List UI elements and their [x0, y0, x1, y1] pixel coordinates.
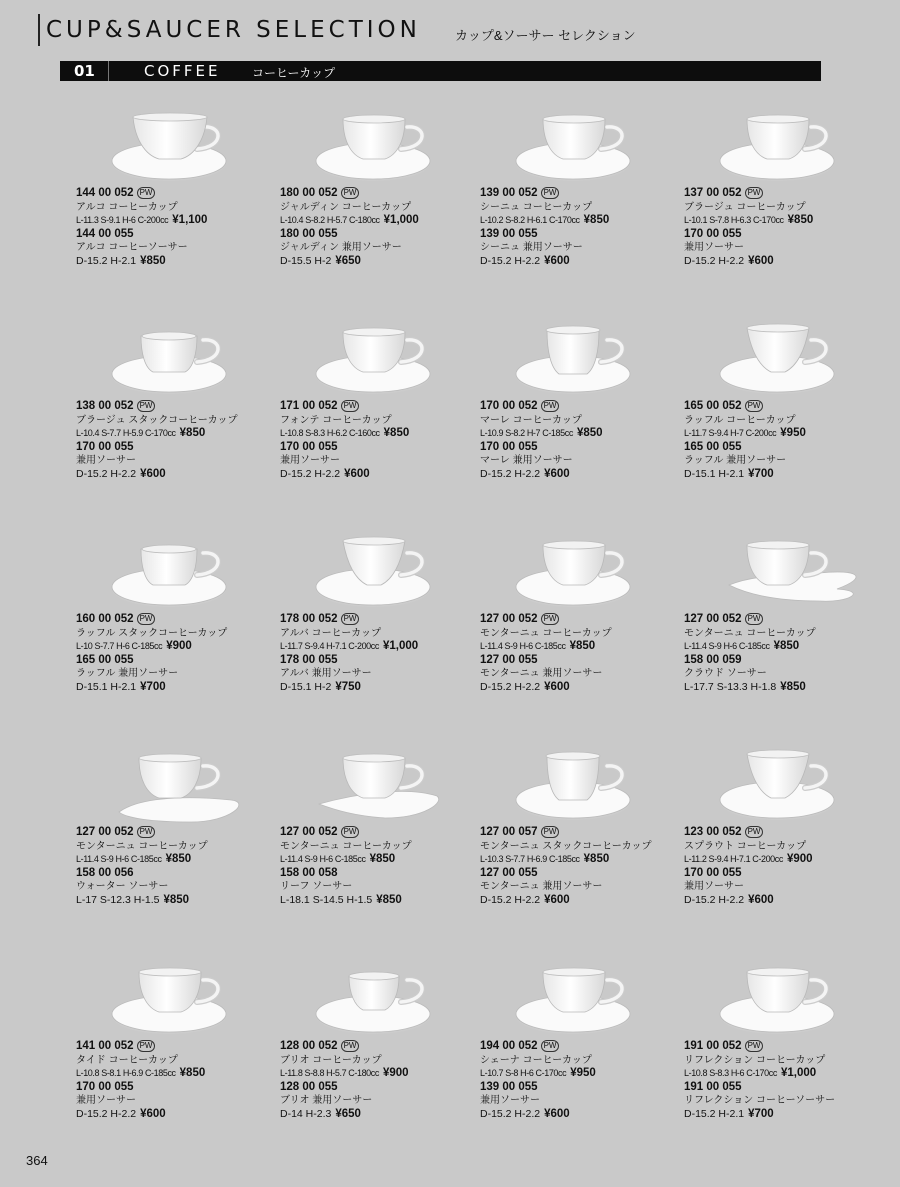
saucer-name: アルコ コーヒーソーサー — [76, 242, 188, 253]
pw-badge: PW — [745, 187, 764, 199]
product-info — [480, 826, 680, 907]
cup-spec: L-10 S-7.7 H-6 C-185cc — [76, 641, 163, 651]
cup-and-saucer-image — [76, 533, 276, 613]
saucer-name: ジャルディン 兼用ソーサー — [280, 242, 402, 253]
saucer-spec: D-15.2 H-2.2 — [684, 893, 745, 906]
cup-code: 171 00 052 — [280, 400, 338, 412]
product-info — [480, 1040, 680, 1121]
saucer-name: 兼用ソーサー — [684, 242, 744, 253]
saucer-code: 170 00 055 — [480, 440, 538, 453]
product-card — [76, 746, 276, 946]
saucer-name: ラッフル 兼用ソーサー — [76, 668, 179, 679]
saucer-code: 158 00 059 — [684, 653, 742, 666]
product-card — [684, 960, 884, 1160]
saucer-name: 兼用ソーサー — [76, 455, 136, 466]
saucer-price: ¥600 — [748, 893, 774, 906]
cup-name: ラッフル スタックコーヒーカップ — [76, 627, 228, 639]
saucer-price: ¥850 — [376, 893, 402, 906]
cup-name: ジャルディン コーヒーカップ — [280, 201, 412, 213]
saucer-name: ブリオ 兼用ソーサー — [280, 1095, 373, 1106]
saucer-name: リーフ ソーサー — [280, 881, 353, 892]
saucer-spec: D-15.2 H-2.2 — [76, 467, 137, 480]
cup-and-saucer-image — [684, 533, 884, 613]
cup-name: モンターニュ コーヒーカップ — [76, 840, 208, 852]
saucer-code: 191 00 055 — [684, 1080, 742, 1093]
cup-price: ¥900 — [787, 853, 813, 865]
saucer-name: 兼用ソーサー — [684, 881, 744, 892]
cup-code: 137 00 052 — [684, 187, 742, 199]
cup-spec: L-10.8 S-8.1 H-6.9 C-185cc — [76, 1068, 176, 1078]
cup-and-saucer-image — [76, 746, 276, 826]
cup-name: モンターニュ コーヒーカップ — [684, 627, 816, 639]
cup-price: ¥850 — [583, 853, 610, 865]
cup-spec: L-10.7 S-8 H-6 C-170cc — [480, 1068, 567, 1078]
cup-code: 127 00 052 — [76, 826, 134, 838]
cup-and-saucer-image — [280, 960, 480, 1040]
section-divider — [108, 61, 109, 81]
product-card — [280, 107, 480, 307]
saucer-name: ラッフル 兼用ソーサー — [684, 455, 787, 466]
cup-code: 194 00 052 — [480, 1040, 538, 1052]
cup-and-saucer-image — [684, 746, 884, 826]
product-info — [280, 187, 480, 268]
pw-badge: PW — [341, 187, 360, 199]
saucer-name: シーニュ 兼用ソーサー — [480, 242, 583, 253]
cup-spec: L-10.9 S-8.2 H-7 C-185cc — [480, 428, 573, 438]
page-title: CUP&SAUCER SELECTION — [46, 17, 421, 43]
product-card — [480, 746, 680, 946]
product-info — [480, 187, 680, 268]
cup-and-saucer-image — [280, 320, 480, 400]
cup-spec: L-11.4 S-9 H-6 C-185cc — [76, 854, 162, 864]
saucer-price: ¥600 — [544, 254, 570, 267]
saucer-code: 158 00 058 — [280, 866, 338, 879]
cup-code: 178 00 052 — [280, 613, 338, 625]
cup-price: ¥900 — [166, 640, 192, 652]
product-card — [480, 960, 680, 1160]
saucer-name: 兼用ソーサー — [76, 1095, 136, 1106]
saucer-code: 158 00 056 — [76, 866, 134, 879]
saucer-price: ¥600 — [544, 467, 570, 480]
pw-badge: PW — [341, 826, 360, 838]
product-info — [280, 400, 480, 481]
product-card — [280, 320, 480, 520]
product-info — [280, 613, 480, 694]
saucer-spec: D-15.2 H-2.2 — [480, 467, 541, 480]
saucer-price: ¥600 — [544, 1107, 570, 1120]
cup-and-saucer-image — [480, 107, 680, 187]
cup-name: タイド コーヒーカップ — [76, 1054, 178, 1066]
cup-price: ¥950 — [780, 427, 806, 439]
product-card — [684, 746, 884, 946]
saucer-price: ¥650 — [335, 1107, 361, 1120]
pw-badge: PW — [137, 613, 156, 625]
cup-and-saucer-image — [480, 746, 680, 826]
cup-price: ¥850 — [383, 427, 410, 439]
saucer-code: 170 00 055 — [684, 866, 742, 879]
product-card — [480, 107, 680, 307]
cup-price: ¥850 — [369, 853, 396, 865]
product-info — [684, 1040, 884, 1121]
cup-name: ラッフル コーヒーカップ — [684, 414, 796, 426]
pw-badge: PW — [341, 613, 360, 625]
pw-badge: PW — [541, 187, 560, 199]
saucer-code: 139 00 055 — [480, 1080, 538, 1093]
product-card — [280, 960, 480, 1160]
cup-name: シェーナ コーヒーカップ — [480, 1054, 592, 1066]
saucer-spec: D-15.2 H-2.1 — [684, 1107, 745, 1120]
saucer-price: ¥700 — [140, 680, 166, 693]
cup-and-saucer-image — [280, 746, 480, 826]
section-title: COFFEE — [144, 62, 221, 80]
cup-code: 127 00 057 — [480, 826, 538, 838]
product-info — [280, 1040, 480, 1121]
saucer-name: リフレクション コーヒーソーサー — [684, 1095, 836, 1106]
cup-price: ¥850 — [179, 427, 206, 439]
cup-price: ¥850 — [576, 427, 603, 439]
cup-price: ¥1,000 — [780, 1067, 817, 1079]
cup-and-saucer-image — [480, 320, 680, 400]
saucer-spec: L-18.1 S-14.5 H-1.5 — [280, 893, 373, 906]
saucer-spec: D-15.1 H-2 — [280, 680, 332, 693]
cup-and-saucer-image — [480, 960, 680, 1040]
saucer-spec: D-15.1 H-2.1 — [76, 680, 137, 693]
cup-and-saucer-image — [76, 107, 276, 187]
cup-spec: L-11.4 S-9 H-6 C-185cc — [684, 641, 770, 651]
saucer-name: マーレ 兼用ソーサー — [480, 455, 573, 466]
saucer-price: ¥850 — [780, 680, 806, 693]
cup-name: アルコ コーヒーカップ — [76, 201, 178, 213]
cup-price: ¥1,000 — [383, 640, 419, 652]
cup-price: ¥850 — [569, 640, 596, 652]
cup-code: 144 00 052 — [76, 187, 134, 199]
cup-name: シーニュ コーヒーカップ — [480, 201, 593, 213]
saucer-code: 139 00 055 — [480, 227, 538, 240]
saucer-price: ¥700 — [748, 1107, 774, 1120]
saucer-name: ウォーター ソーサー — [76, 881, 169, 892]
cup-and-saucer-image — [280, 107, 480, 187]
saucer-spec: D-15.2 H-2.2 — [76, 1107, 137, 1120]
cup-price: ¥850 — [179, 1067, 206, 1079]
cup-name: ブラージュ スタックコーヒーカップ — [76, 414, 238, 426]
product-card — [76, 960, 276, 1160]
cup-spec: L-10.3 S-7.7 H-6.9 C-185cc — [480, 854, 580, 864]
saucer-price: ¥850 — [140, 254, 166, 267]
cup-spec: L-10.8 S-8.3 H-6 C-170cc — [684, 1068, 777, 1078]
saucer-code: 144 00 055 — [76, 227, 134, 240]
pw-badge: PW — [341, 1040, 360, 1052]
product-card — [280, 533, 480, 733]
cup-code: 180 00 052 — [280, 187, 338, 199]
saucer-code: 170 00 055 — [280, 440, 338, 453]
cup-spec: L-11.3 S-9.1 H-6 C-200cc — [76, 215, 169, 225]
cup-and-saucer-image — [280, 533, 480, 613]
section-header — [60, 61, 821, 81]
product-card — [684, 533, 884, 733]
product-card — [480, 320, 680, 520]
product-info — [480, 400, 680, 481]
product-info — [76, 826, 276, 907]
cup-price: ¥1,100 — [172, 214, 208, 226]
cup-spec: L-11.2 S-9.4 H-7.1 C-200cc — [684, 854, 783, 864]
cup-code: 123 00 052 — [684, 826, 742, 838]
saucer-name: モンターニュ 兼用ソーサー — [480, 668, 603, 679]
product-info — [76, 613, 276, 694]
saucer-name: 兼用ソーサー — [480, 1095, 540, 1106]
product-info — [76, 1040, 276, 1121]
pw-badge: PW — [745, 826, 764, 838]
product-card — [280, 746, 480, 946]
product-info — [684, 187, 884, 268]
saucer-spec: D-14 H-2.3 — [280, 1107, 332, 1120]
cup-price: ¥850 — [165, 853, 192, 865]
saucer-spec: L-17 S-12.3 H-1.5 — [76, 893, 160, 906]
cup-price: ¥850 — [583, 214, 610, 226]
product-info — [76, 187, 276, 268]
saucer-code: 127 00 055 — [480, 653, 538, 666]
saucer-spec: D-15.1 H-2.1 — [684, 467, 745, 480]
cup-code: 165 00 052 — [684, 400, 742, 412]
saucer-code: 165 00 055 — [76, 653, 134, 666]
cup-and-saucer-image — [684, 107, 884, 187]
product-info — [480, 613, 680, 694]
cup-and-saucer-image — [480, 533, 680, 613]
pw-badge: PW — [137, 400, 156, 412]
saucer-name: クラウド ソーサー — [684, 668, 767, 679]
pw-badge: PW — [541, 1040, 560, 1052]
cup-name: モンターニュ スタックコーヒーカップ — [480, 840, 652, 852]
saucer-price: ¥650 — [335, 254, 361, 267]
pw-badge: PW — [137, 1040, 156, 1052]
product-card — [76, 533, 276, 733]
product-card — [76, 320, 276, 520]
saucer-spec: D-15.2 H-2.2 — [280, 467, 341, 480]
cup-spec: L-10.8 S-8.3 H-6.2 C-160cc — [280, 428, 380, 438]
saucer-spec: D-15.2 H-2.2 — [480, 680, 541, 693]
cup-name: モンターニュ コーヒーカップ — [280, 840, 412, 852]
saucer-price: ¥600 — [544, 893, 570, 906]
product-info — [684, 400, 884, 481]
cup-price: ¥1,000 — [383, 214, 419, 226]
product-card — [480, 533, 680, 733]
cup-price: ¥850 — [787, 214, 814, 226]
cup-and-saucer-image — [684, 960, 884, 1040]
title-rule — [38, 14, 40, 46]
product-info — [684, 826, 884, 907]
cup-price: ¥950 — [570, 1067, 596, 1079]
section-title-japanese: コーヒーカップ — [252, 66, 336, 80]
pw-badge: PW — [745, 1040, 764, 1052]
saucer-spec: D-15.2 H-2.2 — [480, 1107, 541, 1120]
product-info — [76, 400, 276, 481]
saucer-spec: D-15.5 H-2 — [280, 254, 332, 267]
cup-name: ブリオ コーヒーカップ — [280, 1054, 382, 1066]
cup-name: モンターニュ コーヒーカップ — [480, 627, 612, 639]
pw-badge: PW — [541, 400, 560, 412]
cup-code: 127 00 052 — [480, 613, 538, 625]
pw-badge: PW — [745, 613, 764, 625]
cup-spec: L-11.7 S-9.4 H-7.1 C-200cc — [280, 641, 379, 651]
saucer-price: ¥750 — [335, 680, 361, 693]
saucer-price: ¥600 — [344, 467, 370, 480]
saucer-code: 170 00 055 — [76, 440, 134, 453]
cup-spec: L-10.4 S-7.7 H-5.9 C-170cc — [76, 428, 176, 438]
cup-price: ¥850 — [773, 640, 800, 652]
saucer-name: 兼用ソーサー — [280, 455, 340, 466]
cup-code: 191 00 052 — [684, 1040, 742, 1052]
cup-price: ¥900 — [383, 1067, 409, 1079]
cup-code: 139 00 052 — [480, 187, 538, 199]
pw-badge: PW — [137, 826, 156, 838]
cup-and-saucer-image — [76, 960, 276, 1040]
section-number: 01 — [74, 62, 95, 80]
cup-code: 127 00 052 — [684, 613, 742, 625]
cup-code: 138 00 052 — [76, 400, 134, 412]
cup-spec: L-11.8 S-8.8 H-5.7 C-180cc — [280, 1068, 379, 1078]
saucer-spec: D-15.2 H-2.2 — [480, 254, 541, 267]
saucer-price: ¥600 — [140, 467, 166, 480]
saucer-price: ¥600 — [140, 1107, 166, 1120]
cup-spec: L-10.4 S-8.2 H-5.7 C-180cc — [280, 215, 380, 225]
cup-name: フォンテ コーヒーカップ — [280, 414, 392, 426]
saucer-price: ¥700 — [748, 467, 774, 480]
saucer-code: 178 00 055 — [280, 653, 338, 666]
saucer-spec: L-17.7 S-13.3 H-1.8 — [684, 680, 777, 693]
cup-spec: L-11.7 S-9.4 H-7 C-200cc — [684, 428, 777, 438]
saucer-price: ¥600 — [544, 680, 570, 693]
page-title-japanese: カップ&ソーサー セレクション — [455, 28, 636, 43]
pw-badge: PW — [541, 613, 560, 625]
cup-code: 127 00 052 — [280, 826, 338, 838]
cup-code: 128 00 052 — [280, 1040, 338, 1052]
pw-badge: PW — [137, 187, 156, 199]
saucer-name: モンターニュ 兼用ソーサー — [480, 881, 603, 892]
pw-badge: PW — [341, 400, 360, 412]
product-card — [76, 107, 276, 307]
page-number: 364 — [26, 1153, 48, 1168]
saucer-price: ¥600 — [748, 254, 774, 267]
cup-spec: L-10.1 S-7.8 H-6.3 C-170cc — [684, 215, 784, 225]
saucer-spec: D-15.2 H-2.2 — [480, 893, 541, 906]
cup-name: リフレクション コーヒーカップ — [684, 1054, 826, 1066]
cup-spec: L-11.4 S-9 H-6 C-185cc — [280, 854, 366, 864]
cup-and-saucer-image — [684, 320, 884, 400]
product-card — [684, 320, 884, 520]
product-card — [684, 107, 884, 307]
product-info — [684, 613, 884, 694]
saucer-spec: D-15.2 H-2.2 — [684, 254, 745, 267]
cup-spec: L-10.2 S-8.2 H-6.1 C-170cc — [480, 215, 580, 225]
cup-and-saucer-image — [76, 320, 276, 400]
cup-code: 170 00 052 — [480, 400, 538, 412]
saucer-code: 170 00 055 — [684, 227, 742, 240]
cup-name: スプラウト コーヒーカップ — [684, 840, 807, 852]
cup-spec: L-11.4 S-9 H-6 C-185cc — [480, 641, 566, 651]
saucer-code: 170 00 055 — [76, 1080, 134, 1093]
cup-code: 141 00 052 — [76, 1040, 134, 1052]
saucer-price: ¥850 — [163, 893, 190, 906]
saucer-name: アルバ 兼用ソーサー — [280, 668, 372, 679]
saucer-spec: D-15.2 H-2.1 — [76, 254, 137, 267]
cup-name: アルバ コーヒーカップ — [280, 627, 381, 639]
saucer-code: 165 00 055 — [684, 440, 742, 453]
saucer-code: 128 00 055 — [280, 1080, 338, 1093]
pw-badge: PW — [541, 826, 560, 838]
cup-code: 160 00 052 — [76, 613, 134, 625]
pw-badge: PW — [745, 400, 764, 412]
saucer-code: 127 00 055 — [480, 866, 538, 879]
product-info — [280, 826, 480, 907]
cup-name: マーレ コーヒーカップ — [480, 414, 582, 426]
saucer-code: 180 00 055 — [280, 227, 338, 240]
cup-name: ブラージュ コーヒーカップ — [684, 201, 806, 213]
